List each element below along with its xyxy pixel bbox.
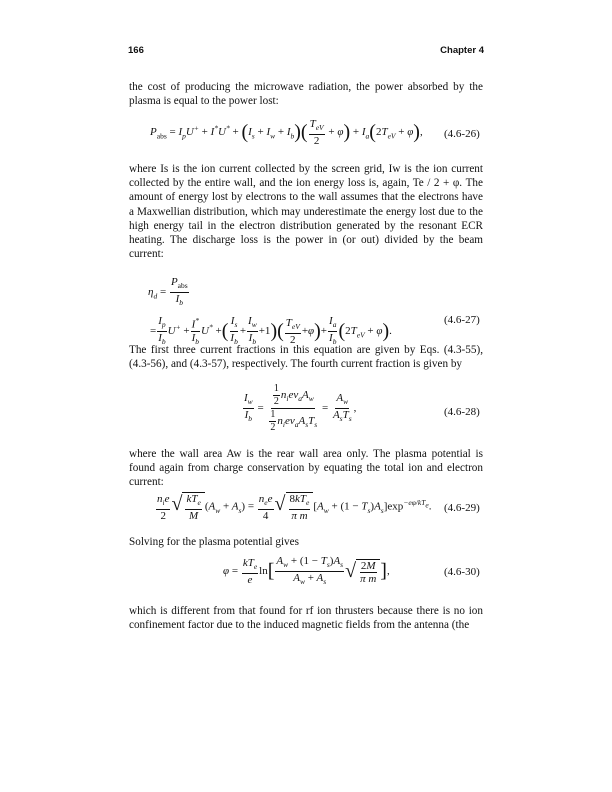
equation-number-4-6-26: (4.6-26) bbox=[444, 128, 480, 140]
equation-4-6-26: $P_{abs} = I_pU^+ + I^*U^* + (I_s + I_w + I_b)$( $\frac{T_{eV}}{2}$ + $\varphi) + I_a(2T_{eV} + \varphi)$, bbox=[150, 118, 423, 148]
chapter-title: Chapter 4 bbox=[440, 45, 484, 56]
equation-4-6-27-line-1: $\eta_d$ = $\frac{P_{abs}}{I_b}$ bbox=[148, 276, 188, 308]
equation-number-4-6-29: (4.6-29) bbox=[444, 502, 480, 514]
equation-4-6-27-line-2: = $\frac{I_p}{I_b}$ U+ + $\frac{I^*}{I_b}$ U* +( $\frac{I_s}{I_b}$ + $\frac{I_w}{I_b}$ +1)( $\frac{T_{eV}}{2}$ +φ)+ $\frac{I_a}{I_b}$ $(2T_{eV} + \varphi)$. bbox=[150, 315, 392, 347]
paragraph-5: Solving for the plasma potential gives bbox=[129, 536, 299, 548]
page-number: 166 bbox=[128, 45, 144, 56]
page-header bbox=[128, 45, 484, 56]
paragraph-6: which is different from that found for rf ion thrusters because there is no ion confinement factor due to the induced magnetic fields from the antenna (the bbox=[129, 605, 483, 632]
equation-4-6-30: φ = $\frac{kT_e}{e}$ ln[ $\frac{A_w + (1 - T_s)A_s}{A_w + A_s}$ √ $\frac{2M}{\text{π m}}$ ], bbox=[223, 555, 390, 587]
equation-number-4-6-28: (4.6-28) bbox=[444, 406, 480, 418]
paragraph-3: The first three current fractions in this equation are given by Eqs. (4.3-55), (4.3-56), and (4.3-57), respectively. The fourth current fraction is given by bbox=[129, 344, 483, 371]
paragraph-1: the cost of producing the microwave radiation, the power absorbed by the plasma is equal to the power lost: bbox=[129, 81, 483, 108]
equation-4-6-28: $\frac{I_w}{I_b}$ = $\frac{1}{2}$ $n_iev_aA_w$ $\frac{1}{2}$ $n_iev_aA_sT_s$ = $\frac{A_w}{A_sT_s}$ , bbox=[244, 383, 357, 433]
paragraph-4: where the wall area Aw is the rear wall area only. The plasma potential is found again from charge conservation by equating the total ion and electron current: bbox=[129, 448, 483, 489]
paragraph-2: where Is is the ion current collected by the screen grid, Iw is the ion current collected by the entire wall, and the ion energy loss is, again, Te / 2 + φ. The amount of energy lost by electrons to the wall assumes that the electrons have a Maxwellian distribution, which may underestimate the energy lost due to the high energy tail in the electron distribution generated by the resonant ECR heating. The discharge loss is the power in (or out) divided by the beam current: bbox=[129, 163, 483, 261]
equation-4-6-29: $\frac{n_ie}{2}$ √ $\frac{kT_e}{M}$ $(A_w + A_s)$ = $\frac{n_ee}{4}$ √ $\frac{8kT_e}{\text{π m}}$ $[A_w + (1 - T_s)A_s]\exp^{-e\varphi/kT_e}$. bbox=[157, 492, 432, 523]
equation-number-4-6-30: (4.6-30) bbox=[444, 566, 480, 578]
equation-number-4-6-27: (4.6-27) bbox=[444, 314, 480, 326]
